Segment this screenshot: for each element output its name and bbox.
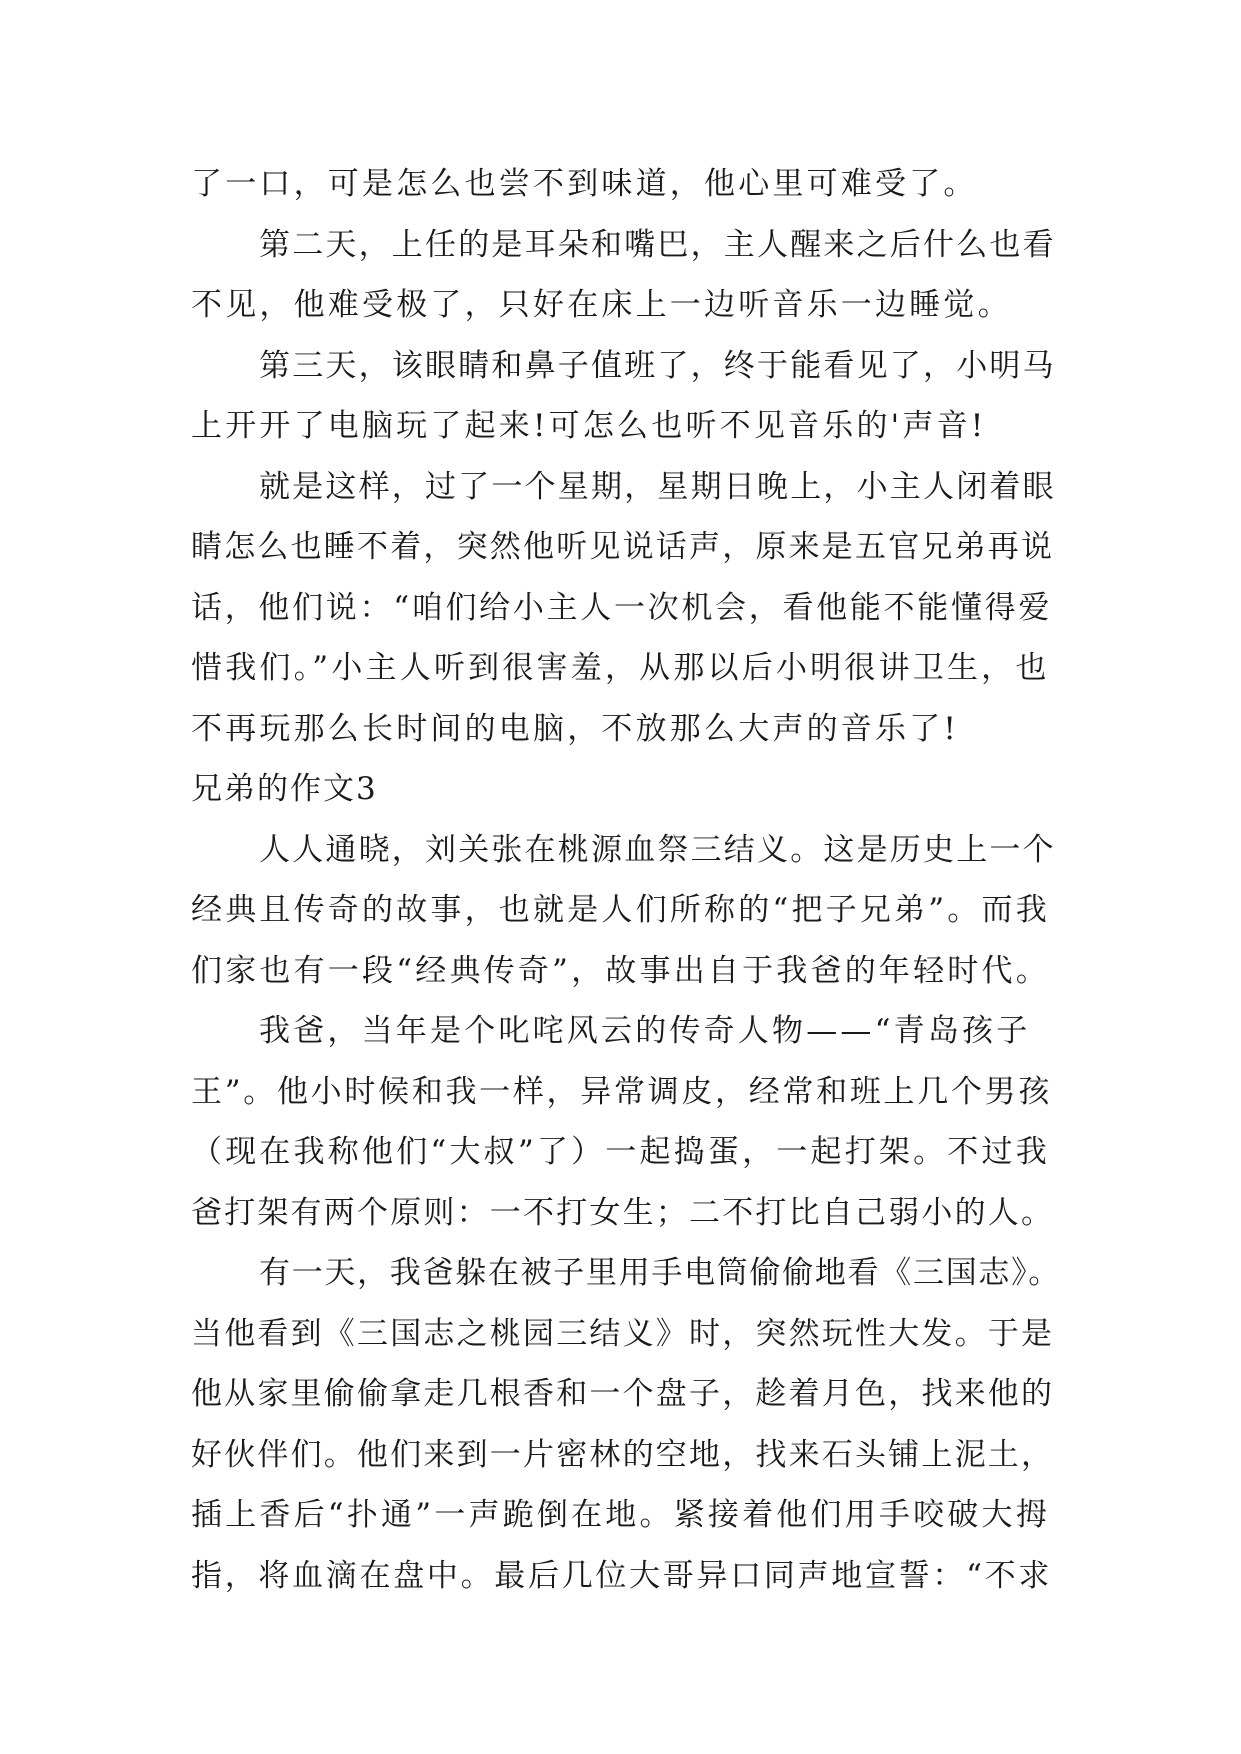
text-line: 他从家里偷偷拿走几根香和一个盘子，趁着月色，找来他的 <box>191 1376 1055 1412</box>
paragraph-start-line: 有一天，我爸躲在被子里用手电筒偷偷地看《三国志》。 <box>259 1255 1061 1291</box>
text-line: 不见，他难受极了，只好在床上一边听音乐一边睡觉。 <box>191 287 1012 323</box>
text-line: 了一口，可是怎么也尝不到味道，他心里可难受了。 <box>191 166 978 202</box>
section-heading: 兄弟的作文3 <box>191 771 378 807</box>
text-line: （现在我称他们“大叔”了）一起捣蛋，一起打架。不过我 <box>191 1134 1050 1170</box>
text-line: 们家也有一段“经典传奇”，故事出自于我爸的年轻时代。 <box>191 952 1050 989</box>
text-line: 不再玩那么长时间的电脑，不放那么大声的音乐了! <box>191 710 960 747</box>
text-line: 经典且传奇的故事，也就是人们所称的“把子兄弟”。而我 <box>191 892 1050 928</box>
paragraph-start-line: 第三天，该眼睛和鼻子值班了，终于能看见了，小明马 <box>259 347 1056 384</box>
text-line: 当他看到《三国志之桃园三结义》时，突然玩性大发。于是 <box>191 1315 1055 1352</box>
text-line: 睛怎么也睡不着，突然他听见说话声，原来是五官兄弟再说 <box>191 529 1055 565</box>
text-line: 插上香后“扑通”一声跪倒在地。紧接着他们用手咬破大拇 <box>191 1497 1050 1533</box>
text-line: 指，将血滴在盘中。最后几位大哥异口同声地宣誓：“不求 <box>191 1557 1053 1594</box>
text-line: 上开开了电脑玩了起来!可怎么也听不见音乐的'声音! <box>191 408 987 444</box>
text-line: 王”。他小时候和我一样，异常调皮，经常和班上几个男孩 <box>191 1073 1053 1110</box>
paragraph-start-line: 就是这样，过了一个星期，星期日晚上，小主人闭着眼 <box>259 468 1056 505</box>
text-line: 惜我们。”小主人听到很害羞，从那以后小明很讲卫生，也 <box>191 650 1050 686</box>
text-line: 爸打架有两个原则：一不打女生；二不打比自己弱小的人。 <box>191 1194 1055 1231</box>
text-line: 话，他们说：“咱们给小主人一次机会，看他能不能懂得爱 <box>191 589 1053 626</box>
article-body <box>191 154 1061 1606</box>
paragraph-start-line: 第二天，上任的是耳朵和嘴巴，主人醒来之后什么也看 <box>259 226 1056 263</box>
paragraph-start-line: 我爸，当年是个叱咤风云的传奇人物——“青岛孩子 <box>259 1013 1031 1049</box>
text-line: 好伙伴们。他们来到一片密林的空地，找来石头铺上泥土， <box>191 1436 1055 1473</box>
paragraph-start-line: 人人通晓，刘关张在桃源血祭三结义。这是历史上一个 <box>259 831 1056 868</box>
